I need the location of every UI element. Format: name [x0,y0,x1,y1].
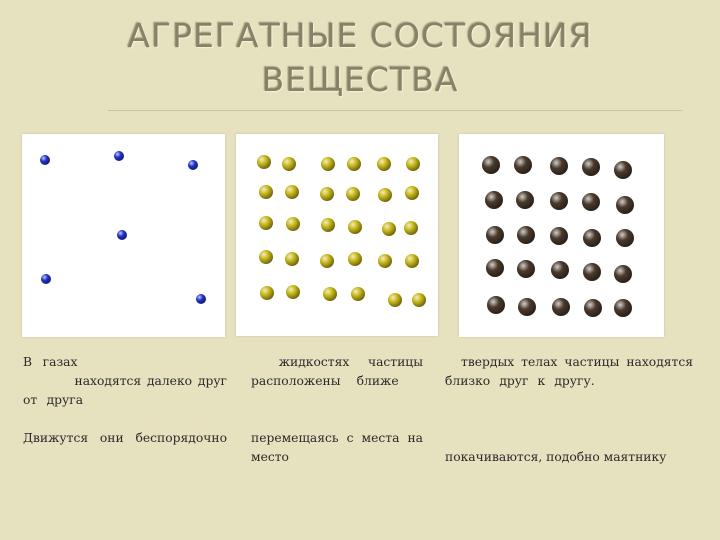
solid-text-2: твердых телах частицы находятся близко друг к другу. [445,355,693,388]
gas-text-5: и поэтому друг на друга практически не влияют. [23,393,227,426]
particle [412,293,426,307]
gas-text-7: как ученики на перемене. [23,450,195,464]
solid-particles-panel [459,134,664,337]
solid-particles-diagram [459,134,664,337]
particle [260,286,274,300]
particle [188,160,198,170]
particle [320,187,334,201]
solid-description [445,353,693,467]
particle [404,221,418,235]
particle [551,261,569,279]
gas-text-2: газах [42,355,78,369]
particle [285,185,299,199]
particle [378,254,392,268]
liquid-text-4: перемещаясь с места на место [251,431,423,464]
gas-text-4: находятся далеко друг от друга [23,374,227,407]
particle [377,157,391,171]
gas-description [23,353,227,467]
liquid-particles-diagram [236,134,438,336]
particle [584,299,602,317]
title-divider [108,110,682,111]
particle [517,226,535,244]
liquid-particles-panel [236,134,438,336]
particle [196,294,206,304]
particle [583,263,601,281]
particle [321,218,335,232]
liquid-text-3: и взаимодействуют сильнее, постепенно [251,374,423,426]
particle [516,191,534,209]
particle [552,298,570,316]
particle [378,188,392,202]
page-title [0,14,720,102]
gas-text-3: частицы (молекулы, атомы) [23,355,227,388]
gas-text-1: В [23,355,43,369]
particle [406,157,420,171]
title-line-2: ВЕЩЕСТВА [261,60,459,99]
particle [582,193,600,211]
particle [485,191,503,209]
particle [405,254,419,268]
particle [40,155,50,165]
particle [616,196,634,214]
particle [486,226,504,244]
particle [347,157,361,171]
particle [41,274,51,284]
solid-text-3: Между ними большие силы взаимодействия. Это не дает частицам свободно перемещаться. Они только [445,374,693,445]
solid-text-4: покачиваются, подобно маятнику [445,450,667,464]
particle [482,156,500,174]
particle [616,229,634,247]
solid-text-1: В [445,355,455,369]
particle [582,158,600,176]
gas-particles-diagram [22,134,225,337]
particle [259,185,273,199]
liquid-text-1: В [251,355,261,369]
particle [614,161,632,179]
particle [348,252,362,266]
particle [348,220,362,234]
gas-particles-panel [22,134,225,337]
particle [388,293,402,307]
particle [259,216,273,230]
particle [282,157,296,171]
particle [514,156,532,174]
particle [259,250,273,264]
liquid-description [251,353,423,467]
particle [346,187,360,201]
particle [550,157,568,175]
particle [583,229,601,247]
particle [518,298,536,316]
particle [321,157,335,171]
particle [351,287,365,301]
particle [517,260,535,278]
particle [614,265,632,283]
particle [382,222,396,236]
particle [486,259,504,277]
particle [114,151,124,161]
particle [257,155,271,169]
particle [550,227,568,245]
particle [286,217,300,231]
particle [405,186,419,200]
particle [285,252,299,266]
particle [550,192,568,210]
gas-text-6: Движутся они беспорядочно [23,431,227,445]
particle [320,254,334,268]
particle [323,287,337,301]
title-line-1: АГРЕГАТНЫЕ СОСТОЯНИЯ [127,16,593,55]
liquid-text-2: жидкостях частицы расположены ближе [251,355,423,388]
particle [487,296,505,314]
particle [117,230,127,240]
particle [614,299,632,317]
particle [286,285,300,299]
